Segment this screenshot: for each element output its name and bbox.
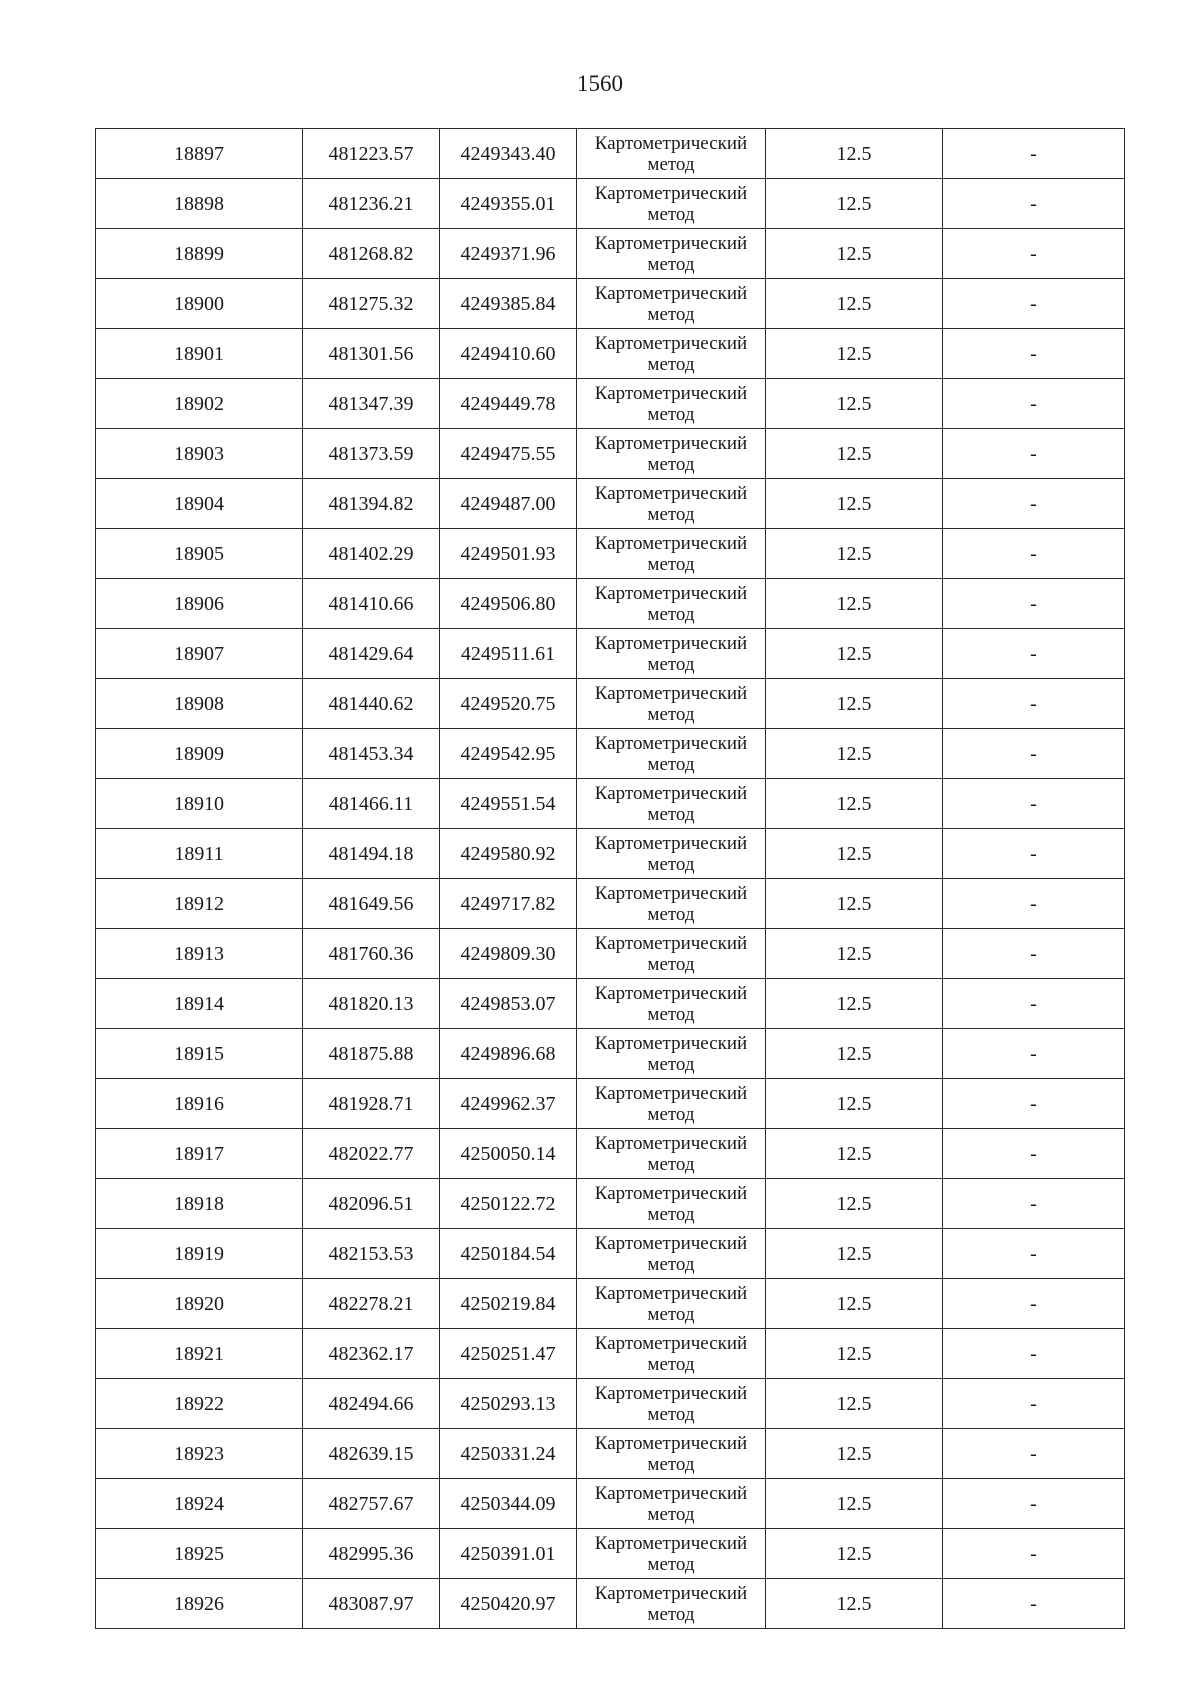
note-cell: - — [943, 1579, 1125, 1629]
note-cell: - — [943, 129, 1125, 179]
note-cell: - — [943, 1529, 1125, 1579]
method-line-2: метод — [647, 454, 695, 475]
method-line-1: Картометрический — [594, 683, 748, 704]
method-line-1: Картометрический — [594, 533, 748, 554]
table-row — [96, 229, 1125, 279]
note-cell: - — [943, 1079, 1125, 1129]
note-cell: - — [943, 629, 1125, 679]
method-line-1: Картометрический — [594, 1133, 748, 1154]
note-cell: - — [943, 329, 1125, 379]
method-line-1: Картометрический — [594, 1583, 748, 1604]
accuracy-cell: 12.5 — [766, 329, 943, 379]
method-line-1: Картометрический — [594, 1283, 748, 1304]
note-cell: - — [943, 779, 1125, 829]
note-cell: - — [943, 1429, 1125, 1479]
table-row — [96, 179, 1125, 229]
method-cell — [577, 1129, 766, 1179]
method-line-2: метод — [647, 554, 695, 575]
x-coordinate-cell: 481760.36 — [303, 929, 440, 979]
method-line-1: Картометрический — [594, 1333, 748, 1354]
x-coordinate-cell: 481402.29 — [303, 529, 440, 579]
point-id-cell: 18917 — [96, 1129, 303, 1179]
accuracy-cell: 12.5 — [766, 1329, 943, 1379]
accuracy-cell: 12.5 — [766, 1379, 943, 1429]
table-row — [96, 1379, 1125, 1429]
x-coordinate-cell: 481373.59 — [303, 429, 440, 479]
method-line-2: метод — [647, 254, 695, 275]
point-id-cell: 18914 — [96, 979, 303, 1029]
table-row — [96, 1129, 1125, 1179]
table-row — [96, 679, 1125, 729]
x-coordinate-cell: 482494.66 — [303, 1379, 440, 1429]
x-coordinate-cell: 481440.62 — [303, 679, 440, 729]
accuracy-cell: 12.5 — [766, 1479, 943, 1529]
accuracy-cell: 12.5 — [766, 1179, 943, 1229]
y-coordinate-cell: 4250391.01 — [440, 1529, 577, 1579]
table-row — [96, 1179, 1125, 1229]
x-coordinate-cell: 481875.88 — [303, 1029, 440, 1079]
y-coordinate-cell: 4249962.37 — [440, 1079, 577, 1129]
method-line-1: Картометрический — [594, 1533, 748, 1554]
y-coordinate-cell: 4250293.13 — [440, 1379, 577, 1429]
table-row — [96, 829, 1125, 879]
y-coordinate-cell: 4249487.00 — [440, 479, 577, 529]
table-row — [96, 629, 1125, 679]
y-coordinate-cell: 4249371.96 — [440, 229, 577, 279]
accuracy-cell: 12.5 — [766, 529, 943, 579]
table-row — [96, 1429, 1125, 1479]
table-row — [96, 1229, 1125, 1279]
y-coordinate-cell: 4249717.82 — [440, 879, 577, 929]
point-id-cell: 18899 — [96, 229, 303, 279]
method-line-2: метод — [647, 1604, 695, 1625]
method-line-1: Картометрический — [594, 1433, 748, 1454]
method-line-1: Картометрический — [594, 633, 748, 654]
y-coordinate-cell: 4249896.68 — [440, 1029, 577, 1079]
accuracy-cell: 12.5 — [766, 279, 943, 329]
method-cell — [577, 1379, 766, 1429]
accuracy-cell: 12.5 — [766, 429, 943, 479]
table-row — [96, 1329, 1125, 1379]
note-cell: - — [943, 879, 1125, 929]
note-cell: - — [943, 979, 1125, 1029]
method-line-1: Картометрический — [594, 1483, 748, 1504]
note-cell: - — [943, 529, 1125, 579]
accuracy-cell: 12.5 — [766, 929, 943, 979]
point-id-cell: 18912 — [96, 879, 303, 929]
x-coordinate-cell: 482153.53 — [303, 1229, 440, 1279]
point-id-cell: 18926 — [96, 1579, 303, 1629]
y-coordinate-cell: 4249580.92 — [440, 829, 577, 879]
y-coordinate-cell: 4250050.14 — [440, 1129, 577, 1179]
method-line-1: Картометрический — [594, 983, 748, 1004]
method-cell — [577, 1279, 766, 1329]
point-id-cell: 18923 — [96, 1429, 303, 1479]
accuracy-cell: 12.5 — [766, 1579, 943, 1629]
y-coordinate-cell: 4249501.93 — [440, 529, 577, 579]
y-coordinate-cell: 4249343.40 — [440, 129, 577, 179]
note-cell: - — [943, 679, 1125, 729]
method-line-2: метод — [647, 304, 695, 325]
method-cell — [577, 929, 766, 979]
method-line-2: метод — [647, 854, 695, 875]
method-line-1: Картометрический — [594, 1083, 748, 1104]
y-coordinate-cell: 4249853.07 — [440, 979, 577, 1029]
method-line-1: Картометрический — [594, 333, 748, 354]
accuracy-cell: 12.5 — [766, 579, 943, 629]
note-cell: - — [943, 1479, 1125, 1529]
y-coordinate-cell: 4249551.54 — [440, 779, 577, 829]
table-row — [96, 729, 1125, 779]
method-line-2: метод — [647, 1554, 695, 1575]
x-coordinate-cell: 481466.11 — [303, 779, 440, 829]
method-cell — [577, 1029, 766, 1079]
note-cell: - — [943, 479, 1125, 529]
point-id-cell: 18916 — [96, 1079, 303, 1129]
method-line-2: метод — [647, 1454, 695, 1475]
point-id-cell: 18901 — [96, 329, 303, 379]
accuracy-cell: 12.5 — [766, 1429, 943, 1479]
method-cell — [577, 1579, 766, 1629]
x-coordinate-cell: 481820.13 — [303, 979, 440, 1029]
table-row — [96, 579, 1125, 629]
method-line-1: Картометрический — [594, 133, 748, 154]
method-line-2: метод — [647, 1004, 695, 1025]
x-coordinate-cell: 481649.56 — [303, 879, 440, 929]
method-cell — [577, 229, 766, 279]
x-coordinate-cell: 482362.17 — [303, 1329, 440, 1379]
accuracy-cell: 12.5 — [766, 479, 943, 529]
note-cell: - — [943, 279, 1125, 329]
point-id-cell: 18904 — [96, 479, 303, 529]
method-line-2: метод — [647, 504, 695, 525]
x-coordinate-cell: 481347.39 — [303, 379, 440, 429]
point-id-cell: 18908 — [96, 679, 303, 729]
method-line-1: Картометрический — [594, 433, 748, 454]
table-row — [96, 1579, 1125, 1629]
y-coordinate-cell: 4249809.30 — [440, 929, 577, 979]
point-id-cell: 18920 — [96, 1279, 303, 1329]
method-cell — [577, 1529, 766, 1579]
y-coordinate-cell: 4249449.78 — [440, 379, 577, 429]
method-cell — [577, 579, 766, 629]
table-row — [96, 1079, 1125, 1129]
method-cell — [577, 179, 766, 229]
method-line-1: Картометрический — [594, 233, 748, 254]
table-row — [96, 879, 1125, 929]
method-line-1: Картометрический — [594, 283, 748, 304]
method-cell — [577, 379, 766, 429]
method-line-2: метод — [647, 654, 695, 675]
method-line-2: метод — [647, 954, 695, 975]
note-cell: - — [943, 1379, 1125, 1429]
accuracy-cell: 12.5 — [766, 729, 943, 779]
note-cell: - — [943, 1129, 1125, 1179]
method-line-2: метод — [647, 904, 695, 925]
table-row — [96, 429, 1125, 479]
accuracy-cell: 12.5 — [766, 1129, 943, 1179]
accuracy-cell: 12.5 — [766, 879, 943, 929]
method-line-2: метод — [647, 354, 695, 375]
point-id-cell: 18924 — [96, 1479, 303, 1529]
method-line-2: метод — [647, 1054, 695, 1075]
method-cell — [577, 129, 766, 179]
point-id-cell: 18918 — [96, 1179, 303, 1229]
accuracy-cell: 12.5 — [766, 979, 943, 1029]
point-id-cell: 18898 — [96, 179, 303, 229]
method-cell — [577, 829, 766, 879]
point-id-cell: 18903 — [96, 429, 303, 479]
note-cell: - — [943, 429, 1125, 479]
note-cell: - — [943, 379, 1125, 429]
x-coordinate-cell: 482995.36 — [303, 1529, 440, 1579]
y-coordinate-cell: 4250184.54 — [440, 1229, 577, 1279]
coordinates-table-body — [96, 129, 1125, 1629]
y-coordinate-cell: 4250251.47 — [440, 1329, 577, 1379]
method-cell — [577, 679, 766, 729]
table-row — [96, 1029, 1125, 1079]
point-id-cell: 18913 — [96, 929, 303, 979]
y-coordinate-cell: 4250219.84 — [440, 1279, 577, 1329]
note-cell: - — [943, 1179, 1125, 1229]
method-line-1: Картометрический — [594, 833, 748, 854]
method-cell — [577, 1479, 766, 1529]
x-coordinate-cell: 482278.21 — [303, 1279, 440, 1329]
note-cell: - — [943, 229, 1125, 279]
table-row — [96, 779, 1125, 829]
method-line-2: метод — [647, 1254, 695, 1275]
table-row — [96, 279, 1125, 329]
method-line-2: метод — [647, 1404, 695, 1425]
method-cell — [577, 779, 766, 829]
method-line-1: Картометрический — [594, 183, 748, 204]
x-coordinate-cell: 481275.32 — [303, 279, 440, 329]
x-coordinate-cell: 481410.66 — [303, 579, 440, 629]
method-cell — [577, 1179, 766, 1229]
accuracy-cell: 12.5 — [766, 179, 943, 229]
point-id-cell: 18922 — [96, 1379, 303, 1429]
point-id-cell: 18900 — [96, 279, 303, 329]
note-cell: - — [943, 929, 1125, 979]
method-cell — [577, 1329, 766, 1379]
x-coordinate-cell: 481429.64 — [303, 629, 440, 679]
table-row — [96, 979, 1125, 1029]
point-id-cell: 18906 — [96, 579, 303, 629]
accuracy-cell: 12.5 — [766, 629, 943, 679]
y-coordinate-cell: 4249520.75 — [440, 679, 577, 729]
note-cell: - — [943, 729, 1125, 779]
table-row — [96, 329, 1125, 379]
point-id-cell: 18915 — [96, 1029, 303, 1079]
point-id-cell: 18919 — [96, 1229, 303, 1279]
method-line-2: метод — [647, 804, 695, 825]
method-cell — [577, 729, 766, 779]
accuracy-cell: 12.5 — [766, 679, 943, 729]
point-id-cell: 18910 — [96, 779, 303, 829]
method-cell — [577, 279, 766, 329]
method-cell — [577, 479, 766, 529]
accuracy-cell: 12.5 — [766, 779, 943, 829]
page-number: 1560 — [577, 71, 623, 96]
x-coordinate-cell: 481268.82 — [303, 229, 440, 279]
y-coordinate-cell: 4249542.95 — [440, 729, 577, 779]
accuracy-cell: 12.5 — [766, 1529, 943, 1579]
method-cell — [577, 429, 766, 479]
accuracy-cell: 12.5 — [766, 1229, 943, 1279]
point-id-cell: 18902 — [96, 379, 303, 429]
method-line-1: Картометрический — [594, 1233, 748, 1254]
x-coordinate-cell: 482096.51 — [303, 1179, 440, 1229]
note-cell: - — [943, 179, 1125, 229]
y-coordinate-cell: 4249410.60 — [440, 329, 577, 379]
coordinates-table — [95, 128, 1125, 1629]
accuracy-cell: 12.5 — [766, 1029, 943, 1079]
note-cell: - — [943, 1329, 1125, 1379]
method-cell — [577, 629, 766, 679]
method-line-1: Картометрический — [594, 1383, 748, 1404]
accuracy-cell: 12.5 — [766, 1279, 943, 1329]
table-row — [96, 129, 1125, 179]
method-line-1: Картометрический — [594, 1183, 748, 1204]
method-line-1: Картометрический — [594, 733, 748, 754]
x-coordinate-cell: 481394.82 — [303, 479, 440, 529]
note-cell: - — [943, 1229, 1125, 1279]
table-row — [96, 479, 1125, 529]
point-id-cell: 18897 — [96, 129, 303, 179]
x-coordinate-cell: 482757.67 — [303, 1479, 440, 1529]
method-cell — [577, 529, 766, 579]
accuracy-cell: 12.5 — [766, 379, 943, 429]
method-cell — [577, 979, 766, 1029]
point-id-cell: 18907 — [96, 629, 303, 679]
note-cell: - — [943, 579, 1125, 629]
point-id-cell: 18905 — [96, 529, 303, 579]
y-coordinate-cell: 4250420.97 — [440, 1579, 577, 1629]
point-id-cell: 18909 — [96, 729, 303, 779]
method-cell — [577, 879, 766, 929]
y-coordinate-cell: 4249355.01 — [440, 179, 577, 229]
method-line-1: Картометрический — [594, 933, 748, 954]
table-row — [96, 379, 1125, 429]
method-line-2: метод — [647, 604, 695, 625]
y-coordinate-cell: 4250331.24 — [440, 1429, 577, 1479]
method-cell — [577, 1429, 766, 1479]
method-line-1: Картометрический — [594, 483, 748, 504]
x-coordinate-cell: 481494.18 — [303, 829, 440, 879]
method-line-2: метод — [647, 1304, 695, 1325]
x-coordinate-cell: 481223.57 — [303, 129, 440, 179]
method-line-2: метод — [647, 1504, 695, 1525]
y-coordinate-cell: 4250122.72 — [440, 1179, 577, 1229]
method-line-2: метод — [647, 1154, 695, 1175]
accuracy-cell: 12.5 — [766, 229, 943, 279]
method-line-2: метод — [647, 704, 695, 725]
method-line-2: метод — [647, 204, 695, 225]
method-line-1: Картометрический — [594, 1033, 748, 1054]
method-cell — [577, 329, 766, 379]
method-cell — [577, 1229, 766, 1279]
method-line-1: Картометрический — [594, 383, 748, 404]
accuracy-cell: 12.5 — [766, 829, 943, 879]
accuracy-cell: 12.5 — [766, 1079, 943, 1129]
note-cell: - — [943, 829, 1125, 879]
accuracy-cell: 12.5 — [766, 129, 943, 179]
table-row — [96, 529, 1125, 579]
x-coordinate-cell: 481301.56 — [303, 329, 440, 379]
x-coordinate-cell: 481453.34 — [303, 729, 440, 779]
point-id-cell: 18911 — [96, 829, 303, 879]
method-line-2: метод — [647, 754, 695, 775]
method-line-1: Картометрический — [594, 583, 748, 604]
y-coordinate-cell: 4249506.80 — [440, 579, 577, 629]
x-coordinate-cell: 481928.71 — [303, 1079, 440, 1129]
table-row — [96, 1479, 1125, 1529]
note-cell: - — [943, 1279, 1125, 1329]
x-coordinate-cell: 482022.77 — [303, 1129, 440, 1179]
table-row — [96, 1529, 1125, 1579]
table-row — [96, 1279, 1125, 1329]
method-line-2: метод — [647, 1204, 695, 1225]
y-coordinate-cell: 4249475.55 — [440, 429, 577, 479]
method-line-2: метод — [647, 404, 695, 425]
x-coordinate-cell: 482639.15 — [303, 1429, 440, 1479]
method-line-2: метод — [647, 154, 695, 175]
method-cell — [577, 1079, 766, 1129]
y-coordinate-cell: 4250344.09 — [440, 1479, 577, 1529]
method-line-1: Картометрический — [594, 783, 748, 804]
note-cell: - — [943, 1029, 1125, 1079]
x-coordinate-cell: 481236.21 — [303, 179, 440, 229]
point-id-cell: 18921 — [96, 1329, 303, 1379]
method-line-2: метод — [647, 1104, 695, 1125]
table-row — [96, 929, 1125, 979]
method-line-2: метод — [647, 1354, 695, 1375]
point-id-cell: 18925 — [96, 1529, 303, 1579]
x-coordinate-cell: 483087.97 — [303, 1579, 440, 1629]
y-coordinate-cell: 4249385.84 — [440, 279, 577, 329]
y-coordinate-cell: 4249511.61 — [440, 629, 577, 679]
method-line-1: Картометрический — [594, 883, 748, 904]
